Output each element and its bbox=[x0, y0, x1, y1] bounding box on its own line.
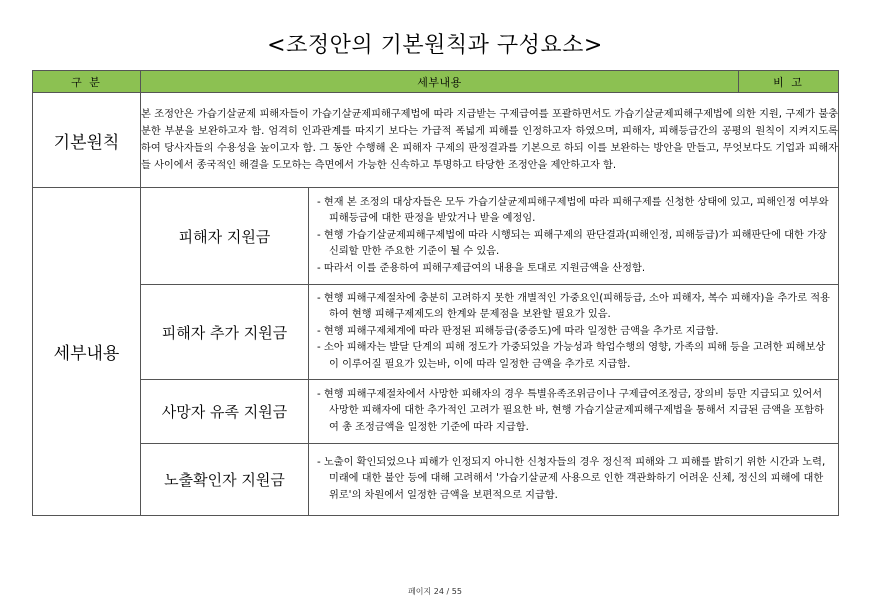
bereaved-support-bullets bbox=[309, 383, 838, 441]
list-item: - 현행 가습기살균제피해구제법에 따라 시행되는 피해구제의 판단결과(피해인정, 피해등급)가 피해판단에 대한 가장 신뢰할 만한 주요한 기준이 될 수 있음. bbox=[317, 229, 827, 258]
list-item: - 따라서 이를 준용하여 피해구제급여의 내용을 토대로 지원금액을 산정함. bbox=[317, 262, 646, 274]
bereaved-support-label: 사망자 유족 지원금 bbox=[141, 380, 309, 444]
header-remarks: 비 고 bbox=[739, 71, 839, 93]
table-row bbox=[33, 380, 839, 444]
list-item: - 현행 피해구제체계에 따라 판정된 피해등급(중증도)에 따라 일정한 금액을 추가로 지급함. bbox=[317, 325, 719, 337]
basic-principle-text: 본 조정안은 가습기살균제 피해자들이 가습기살균제피해구제법에 따라 지급받는 구제급여를 포괄하면서도 가습기살균제피해구제법에 의한 지원, 구제가 불충분한 부분을 보완하고자 함. 엄격히 인과관계를 따지기 보다는 가급적 폭넓게 피해를 인정하고자 하였으며, 피해자, 피해등급간의 공평의 원칙이 지켜지도록 하여 당사자들의 수용성을 높이고자 함. 그 동안 수행해 온 피해자 구제의 판정결과를 기본으로 하되 이를 보완하는 방안을 만들고, 무엇보다도 기업과 피해자들 사이에서 종국적인 해결을 도모하는 측면에서 가능한 신속하고 투명하고 타당한 조정안을 제안하고자 함. bbox=[141, 93, 839, 188]
header-category: 구 분 bbox=[33, 71, 141, 93]
list-item: - 소아 피해자는 발달 단계의 피해 정도가 가중되었을 가능성과 학업수행의 영향, 가족의 피해 등을 고려한 피해보상이 이루어질 필요가 있는바, 이에 따라 일정한 금액을 추가로 지급함. bbox=[317, 342, 826, 370]
exposure-support-bullets bbox=[309, 451, 838, 509]
basic-principle-row bbox=[33, 93, 839, 188]
page-title: <조정안의 기본원칙과 구성요소> bbox=[267, 33, 603, 58]
additional-support-label: 피해자 추가 지원금 bbox=[141, 285, 309, 380]
page-number: 페이지 24 / 55 bbox=[408, 587, 462, 596]
table-row bbox=[33, 188, 839, 285]
list-item: - 현재 본 조정의 대상자들은 모두 가습기살균제피해구제법에 따라 피해구제를 신청한 상태에 있고, 피해인정 여부와 피해등급에 대한 판정을 받았거나 받을 예정임. bbox=[317, 196, 829, 225]
victim-support-label: 피해자 지원금 bbox=[141, 188, 309, 285]
table-row bbox=[33, 444, 839, 516]
list-item: - 노출이 확인되었으나 피해가 인정되지 아니한 신청자들의 경우 정신적 피해와 그 피해를 밝히기 위한 시간과 노력, 미래에 대한 불안 등에 대해 고려해서 '가습기살균제 사용으로 인한 객관화하기 어려운 신체, 정신의 피해에 대한 위로'의 차원에서 일정한 금액을 보편적으로 지급함. bbox=[317, 456, 826, 501]
list-item: - 현행 피해구제절차에서 사망한 피해자의 경우 특별유족조위금이나 구제급여조정금, 장의비 등만 지급되고 있어서 사망한 피해자에 대한 추가적인 고려가 필요한 바, 현행 가습기살균제피해구제법을 통해서 지급된 금액을 포함하여 총 조정금액을 일정한 기준에 따라 지급함. bbox=[317, 388, 824, 433]
basic-principle-label: 기본원칙 bbox=[33, 93, 141, 188]
principles-table bbox=[32, 70, 839, 516]
victim-support-bullets bbox=[309, 191, 838, 282]
list-item: - 현행 피해구제절차에 충분히 고려하지 못한 개별적인 가중요인(피해등급, 소아 피해자, 복수 피해자)을 추가로 적용하여 현행 피해구제제도의 한계와 문제점을 보완할 필요가 있음. bbox=[317, 292, 830, 321]
detail-label: 세부내용 bbox=[33, 188, 141, 516]
header-details: 세부내용 bbox=[141, 71, 739, 93]
table-row bbox=[33, 285, 839, 380]
exposure-support-label: 노출확인자 지원금 bbox=[141, 444, 309, 516]
additional-support-bullets bbox=[309, 287, 838, 378]
table-header-row bbox=[33, 71, 839, 93]
